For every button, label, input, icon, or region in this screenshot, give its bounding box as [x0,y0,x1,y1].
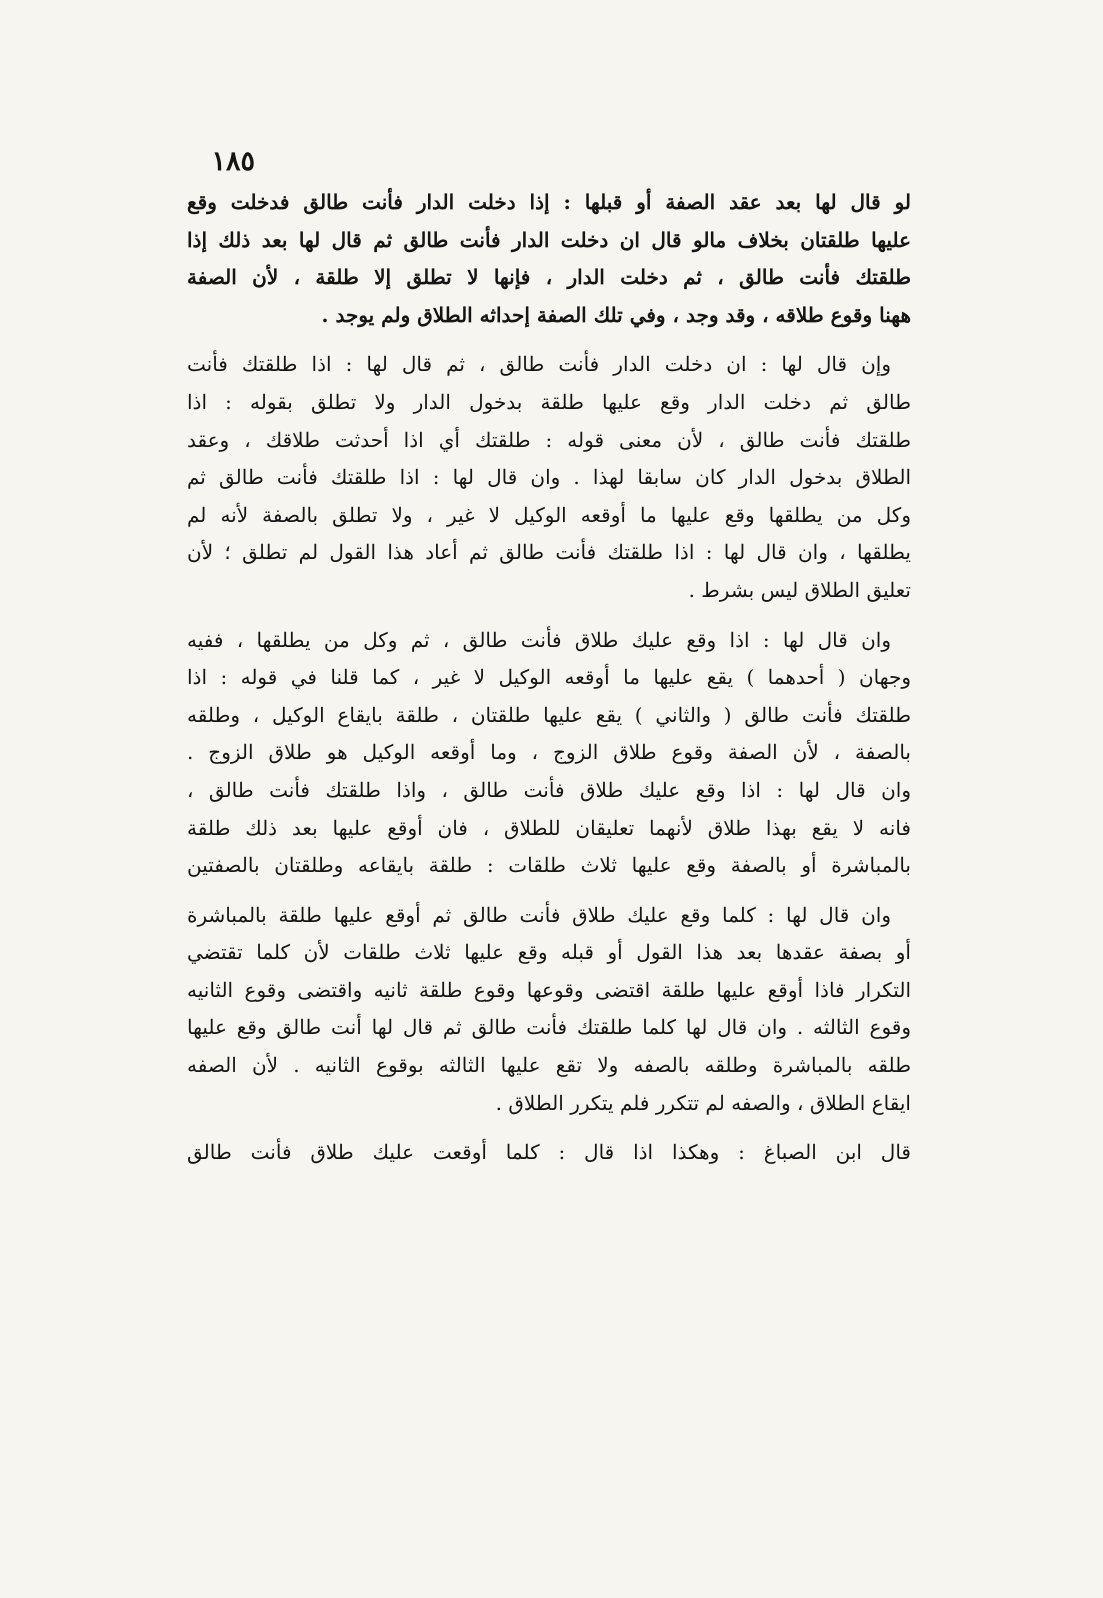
text-line: التكرار فاذا أوقع عليها طلقة اقتضى وقوعها وقوع طلقة ثانيه واقتضى وقوع الثانيه [187,977,911,1002]
paragraph-5 [187,1134,911,1172]
text-line: وان قال لها : اذا وقع عليك طلاق فأنت طالق ، ثم وكل من يطلقها ، ففيه [187,627,891,652]
text-line: تعليق الطلاق ليس بشرط . [688,577,911,602]
text-line: عليها طلقتان بخلاف مالو قال ان دخلت الدار فأنت طالق ثم قال لها بعد ذلك إذا [187,227,911,252]
text-line: قال ابن الصباغ : وهكذا اذا قال : كلما أوقعت عليك طلاق فأنت طالق [187,1140,911,1165]
text-line: لو قال لها بعد عقد الصفة أو قبلها : إذا دخلت الدار فأنت طالق فدخلت وقع [187,190,911,214]
paragraph-4 [187,897,911,1123]
text-line: وكل من يطلقها وقع عليها ما أوقعه الوكيل لا غير ، ولا تطلق بالصفة لأنه لم [187,502,911,527]
text-line: بالمباشرة أو بالصفة وقع عليها ثلاث طلقات : طلقة بايقاعه وطلقتان بالصفتين [187,853,911,878]
text-line: الطلاق بدخول الدار كان سابقا لهذا . وان قال لها : اذا طلقتك فأنت طالق ثم [187,465,911,490]
text-line: طلقتك فأنت طالق ( والثاني ) يقع عليها طلقتان ، طلقة بايقاع الوكيل ، وطلقه [187,702,911,727]
text-line: بالصفة ، لأن الصفة وقوع طلاق الزوج ، وما أوقعه الوكيل هو طلاق الزوج . [187,740,911,765]
text-line: أو بصفة عقدها بعد هذا القول أو قبله وقع عليها ثلاث طلقات لأن كلما تقتضي [187,940,911,965]
text-line: فانه لا يقع بهذا طلاق لأنهما تعليقان للطلاق ، فان أوقع عليها بعد ذلك طلقة [187,815,911,840]
text-line: طلقه بالمباشرة وطلقه بالصفه ولا تقع عليها الثالثه بوقوع الثانيه . لأن الصفه [187,1053,911,1078]
text-line: وقوع الثالثه . وان قال لها كلما طلقتك فأنت طالق ثم قال لها أنت طالق وقع عليها [187,1015,911,1040]
paragraph-3 [187,622,911,885]
text-line: طالق ثم دخلت الدار وقع عليها طلقة بدخول الدار ولا تطلق بقوله : اذا [187,389,911,414]
paragraph-2 [187,346,911,609]
text-line: طلقتك فأنت طالق ، لأن معنى قوله : طلقتك أي اذا أحدثت طلاقك ، وعقد [187,427,911,452]
text-line: ايقاع الطلاق ، والصفه لم تتكرر فلم يتكرر الطلاق . [495,1090,911,1115]
text-line: وإن قال لها : ان دخلت الدار فأنت طالق ، ثم قال لها : اذا طلقتك فأنت [187,352,891,377]
text-line: وجهان ( أحدهما ) يقع عليها ما أوقعه الوكيل لا غير ، كما قلنا في قوله : اذا [187,665,911,690]
text-line: ههنا وقوع طلاقه ، وقد وجد ، وفي تلك الصفة إحداثه الطلاق ولم يوجد . [321,302,911,327]
text-line: وان قال لها : اذا وقع عليك طلاق فأنت طالق ، واذا طلقتك فأنت طالق ، [187,777,911,802]
text-column [187,184,911,1184]
text-line: طلقتك فأنت طالق ، ثم دخلت الدار ، فإنها لا تطلق إلا طلقة ، لأن الصفة [187,265,911,290]
page-number: ١٨٥ [211,146,255,177]
paragraph-1 [187,184,911,334]
text-line: وان قال لها : كلما وقع عليك طلاق فأنت طالق ثم أوقع عليها طلقة بالمباشرة [187,902,891,927]
text-line: يطلقها ، وان قال لها : اذا طلقتك فأنت طالق ثم أعاد هذا القول لم تطلق ؛ لأن [187,540,911,565]
